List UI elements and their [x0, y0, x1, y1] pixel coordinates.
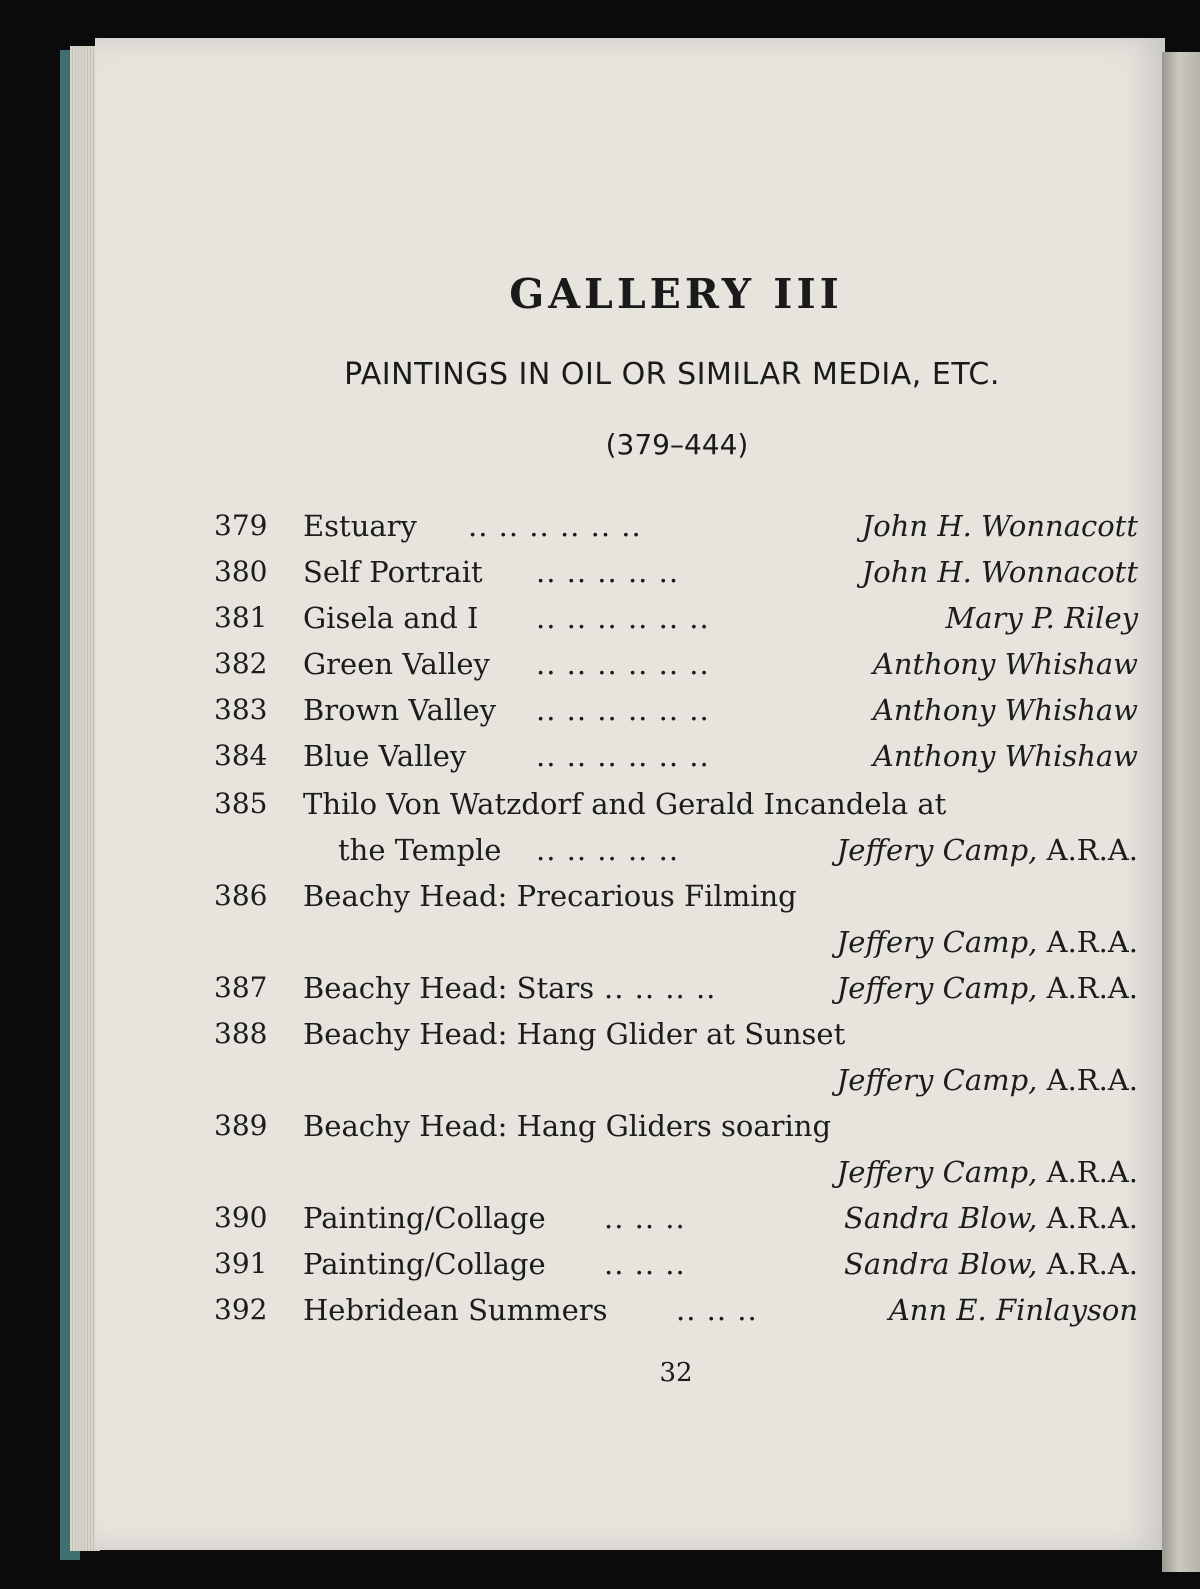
leader-dots: .. .. .. [604, 1201, 686, 1235]
entry-artist [844, 1198, 1138, 1238]
catalogue-entry [0, 1198, 1200, 1238]
entry-artist [873, 644, 1138, 684]
page-number: 32 [659, 1358, 693, 1388]
artist-name: Jeffery Camp, [836, 1063, 1038, 1097]
artist-honour: A.R.A. [1037, 1201, 1138, 1235]
catalogue-entry [0, 690, 1200, 730]
entry-number: 379 [214, 509, 268, 542]
section-subtitle: PAINTINGS IN OIL OR SIMILAR MEDIA, ETC. [344, 357, 1000, 392]
catalogue-entry [0, 922, 1200, 962]
artist-name: John H. Wonnacott [861, 555, 1138, 589]
entry-number: 392 [214, 1293, 268, 1326]
entry-title: Blue Valley [303, 739, 467, 773]
artist-name: Sandra Blow, [843, 1247, 1038, 1281]
catalogue-entry [0, 968, 1200, 1008]
catalogue-entry [0, 1014, 1200, 1054]
artist-honour: A.R.A. [1037, 833, 1138, 867]
leader-dots: .. .. .. [604, 1247, 686, 1281]
entry-number: 390 [214, 1201, 268, 1234]
artist-name: Mary P. Riley [945, 601, 1138, 635]
catalogue-entry [0, 736, 1200, 776]
catalogue-entry [0, 1106, 1200, 1146]
entry-title: Painting/Collage [303, 1201, 546, 1235]
entry-artist [946, 598, 1138, 638]
catalogue-entry [0, 552, 1200, 592]
entry-number: 388 [214, 1017, 268, 1050]
entry-artist [844, 1244, 1138, 1284]
catalogue-range: (379–444) [605, 428, 749, 461]
artist-name: Anthony Whishaw [872, 693, 1138, 727]
entry-number: 385 [214, 787, 268, 820]
artist-name: Jeffery Camp, [836, 1155, 1038, 1189]
artist-name: Jeffery Camp, [836, 833, 1038, 867]
catalogue-entry [0, 1244, 1200, 1284]
catalogue-entry [0, 506, 1200, 546]
entry-title: Self Portrait [303, 555, 483, 589]
entry-number: 384 [214, 739, 268, 772]
leader-dots: .. .. .. .. .. [536, 833, 680, 867]
entry-artist [862, 506, 1138, 546]
artist-honour: A.R.A. [1037, 925, 1138, 959]
entry-number: 389 [214, 1109, 268, 1142]
entry-artist [837, 830, 1138, 870]
entry-title: Green Valley [303, 647, 490, 681]
artist-name: Sandra Blow, [843, 1201, 1038, 1235]
entry-title: Beachy Head: Stars [303, 971, 595, 1005]
leader-dots: .. .. .. .. .. .. [536, 601, 710, 635]
entry-number: 383 [214, 693, 268, 726]
entry-title: Beachy Head: Precarious Filming [303, 879, 797, 913]
entry-title: Estuary [303, 509, 417, 543]
gallery-title: GALLERY III [509, 270, 843, 318]
leader-dots: .. .. .. .. .. [536, 555, 680, 589]
catalogue-entry [0, 1152, 1200, 1192]
entry-artist [873, 690, 1138, 730]
entry-title: Beachy Head: Hang Glider at Sunset [303, 1017, 846, 1051]
entry-number: 382 [214, 647, 268, 680]
artist-honour: A.R.A. [1037, 971, 1138, 1005]
entry-number: 391 [214, 1247, 268, 1280]
catalogue-entry [0, 830, 1200, 870]
artist-honour: A.R.A. [1037, 1155, 1138, 1189]
entry-artist [837, 1152, 1138, 1192]
entry-artist [862, 552, 1138, 592]
entry-number: 386 [214, 879, 268, 912]
leader-dots: .. .. .. .. .. .. [536, 693, 710, 727]
leader-dots: .. .. .. .. .. .. [468, 509, 642, 543]
entry-title: the Temple [338, 833, 502, 867]
artist-honour: A.R.A. [1037, 1063, 1138, 1097]
artist-honour: A.R.A. [1037, 1247, 1138, 1281]
entry-title: Thilo Von Watzdorf and Gerald Incandela at [303, 787, 947, 821]
artist-name: John H. Wonnacott [861, 509, 1138, 543]
catalogue-entry [0, 1060, 1200, 1100]
artist-name: Jeffery Camp, [836, 971, 1038, 1005]
catalogue-entry [0, 644, 1200, 684]
entry-artist [837, 968, 1138, 1008]
entry-artist [837, 922, 1138, 962]
entry-artist [837, 1060, 1138, 1100]
catalogue-entry [0, 598, 1200, 638]
entry-artist [873, 736, 1138, 776]
artist-name: Jeffery Camp, [836, 925, 1038, 959]
entry-number: 380 [214, 555, 268, 588]
entry-number: 387 [214, 971, 268, 1004]
artist-name: Anthony Whishaw [872, 739, 1138, 773]
leader-dots: .. .. .. .. .. .. [536, 647, 710, 681]
entry-artist [889, 1290, 1138, 1330]
leader-dots: .. .. .. .. [604, 971, 717, 1005]
entry-number: 381 [214, 601, 268, 634]
leader-dots: .. .. .. [676, 1293, 758, 1327]
catalogue-entry [0, 1290, 1200, 1330]
entry-title: Gisela and I [303, 601, 479, 635]
artist-name: Anthony Whishaw [872, 647, 1138, 681]
artist-name: Ann E. Finlayson [888, 1293, 1138, 1327]
leader-dots: .. .. .. .. .. .. [536, 739, 710, 773]
catalogue-entry [0, 784, 1200, 824]
entry-title: Beachy Head: Hang Gliders soaring [303, 1109, 832, 1143]
entry-title: Brown Valley [303, 693, 497, 727]
entry-title: Painting/Collage [303, 1247, 546, 1281]
catalogue-entry [0, 876, 1200, 916]
entry-title: Hebridean Summers [303, 1293, 608, 1327]
